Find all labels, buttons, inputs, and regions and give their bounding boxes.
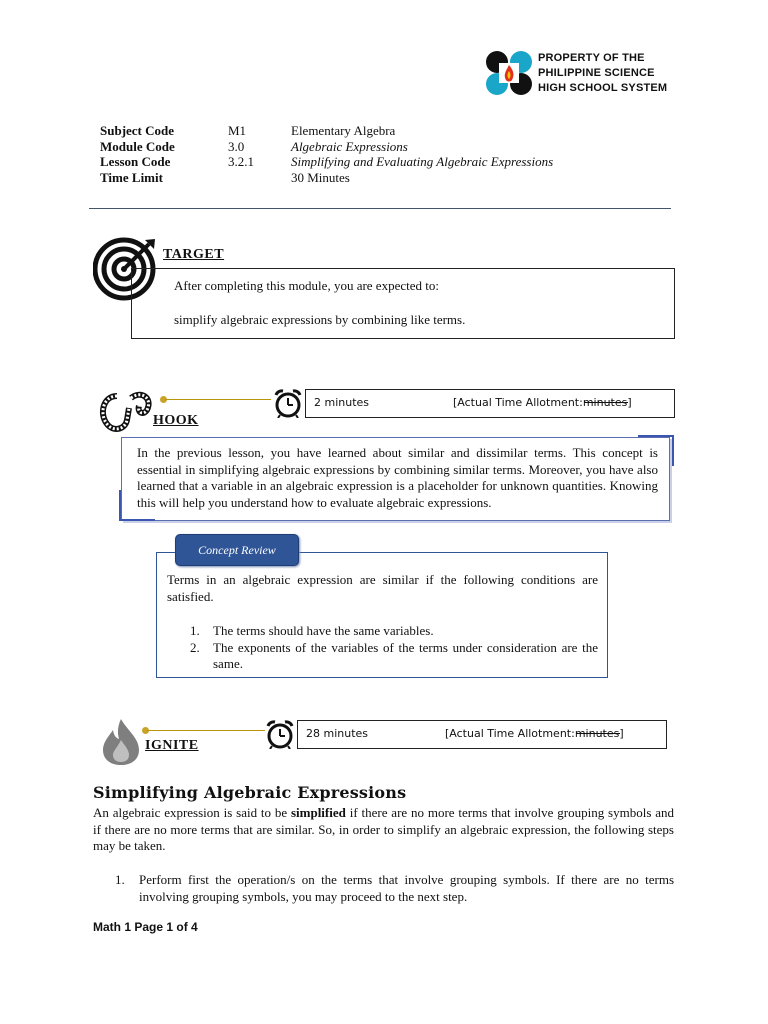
row-key: Time Limit <box>100 169 163 185</box>
ignite-allotment <box>445 727 624 740</box>
logo-line-2: PHILIPPINE SCIENCE <box>538 67 655 79</box>
hook-time-box <box>305 389 675 418</box>
item-text: The terms should have the same variables. <box>213 623 434 638</box>
allotment-suffix: minutes] <box>582 396 632 409</box>
row-key: Subject Code <box>100 123 175 138</box>
hook-icon <box>97 390 155 436</box>
step-text: Perform first the operation/s on the terms that involve grouping symbols. If there are no terms involving grouping symbols, you may proceed to the next step. <box>139 872 674 904</box>
concept-review-tab: Concept Review <box>175 534 299 566</box>
row-key: Module Code <box>100 138 175 154</box>
hook-allotment <box>453 396 632 409</box>
target-intro: After completing this module, you are expected to: <box>174 278 439 293</box>
alarm-clock-icon <box>273 388 303 418</box>
alarm-clock-icon <box>265 719 295 749</box>
paragraph-end: if there are no more terms that involve grouping symbols and if there are no more terms that are similar. So, in order to simplify an algebraic expression, the following steps may be taken. <box>93 805 674 853</box>
item-text: The exponents of the variables of the terms under consideration are the same. <box>213 639 598 671</box>
hook-heading: HOOK <box>153 413 199 428</box>
corner-bracket <box>119 519 155 521</box>
list-item <box>157 640 598 673</box>
concept-intro: Terms in an algebraic expression are similar if the following conditions are satisfied. <box>167 572 598 604</box>
logo-line-3: HIGH SCHOOL SYSTEM <box>538 82 668 94</box>
hook-text: In the previous lesson, you have learned about similar and dissimilar terms. This concept is essential in simplifying algebraic expressions by combining similar terms. Moreover, you have also learned that a variable in an algebraic expression is a placeholder for unknown quantities. Knowing this will help you understand how to evaluate algebraic expressions. <box>137 445 658 510</box>
allotment-prefix: [Actual Time Allotment: <box>453 396 583 409</box>
item-number: 2. <box>190 639 200 655</box>
paragraph-start: An algebraic expression is said to be <box>93 805 291 820</box>
concept-review-box <box>156 552 608 678</box>
logo-line-1: PROPERTY OF THE <box>538 52 645 64</box>
corner-bracket <box>119 490 121 521</box>
allotment-blank[interactable] <box>576 733 620 734</box>
ignite-connector-line <box>147 730 265 731</box>
row-title: 30 Minutes <box>291 169 350 185</box>
logo-text <box>538 51 667 96</box>
hook-time: 2 minutes <box>314 396 370 409</box>
row-key: Lesson Code <box>100 154 171 169</box>
row-title: Simplifying and Evaluating Algebraic Expressions <box>291 154 554 169</box>
list-item <box>157 623 598 640</box>
concept-list <box>157 623 598 673</box>
corner-bracket <box>672 435 674 466</box>
hook-connector-line <box>165 399 271 400</box>
allotment-prefix: [Actual Time Allotment: <box>445 727 575 740</box>
allotment-blank[interactable] <box>584 402 628 403</box>
target-objective: simplify algebraic expressions by combining like terms. <box>174 312 466 327</box>
step-number: 1. <box>115 872 125 887</box>
row-title: Elementary Algebra <box>291 123 396 138</box>
ignite-heading: IGNITE <box>145 738 199 753</box>
item-number: 1. <box>190 623 200 638</box>
flame-icon <box>101 718 141 766</box>
step-item <box>93 872 674 905</box>
ignite-time: 28 minutes <box>306 727 369 740</box>
corner-bracket <box>638 435 674 437</box>
page-footer: Math 1 Page 1 of 4 <box>93 920 198 934</box>
header-divider <box>89 208 671 209</box>
row-title: Algebraic Expressions <box>291 138 408 154</box>
row-code: 3.0 <box>228 138 245 154</box>
target-box <box>131 268 675 339</box>
row-code: M1 <box>228 123 247 138</box>
allotment-suffix: minutes] <box>574 727 624 740</box>
section-title: Simplifying Algebraic Expressions <box>93 783 407 802</box>
row-code: 3.2.1 <box>228 154 254 169</box>
pshs-logo-icon <box>484 50 534 96</box>
hook-box <box>121 437 670 521</box>
target-heading: TARGET <box>163 247 225 262</box>
section-paragraph <box>93 805 674 855</box>
ignite-time-box <box>297 720 667 749</box>
paragraph-emphasis: simplified <box>290 805 346 820</box>
